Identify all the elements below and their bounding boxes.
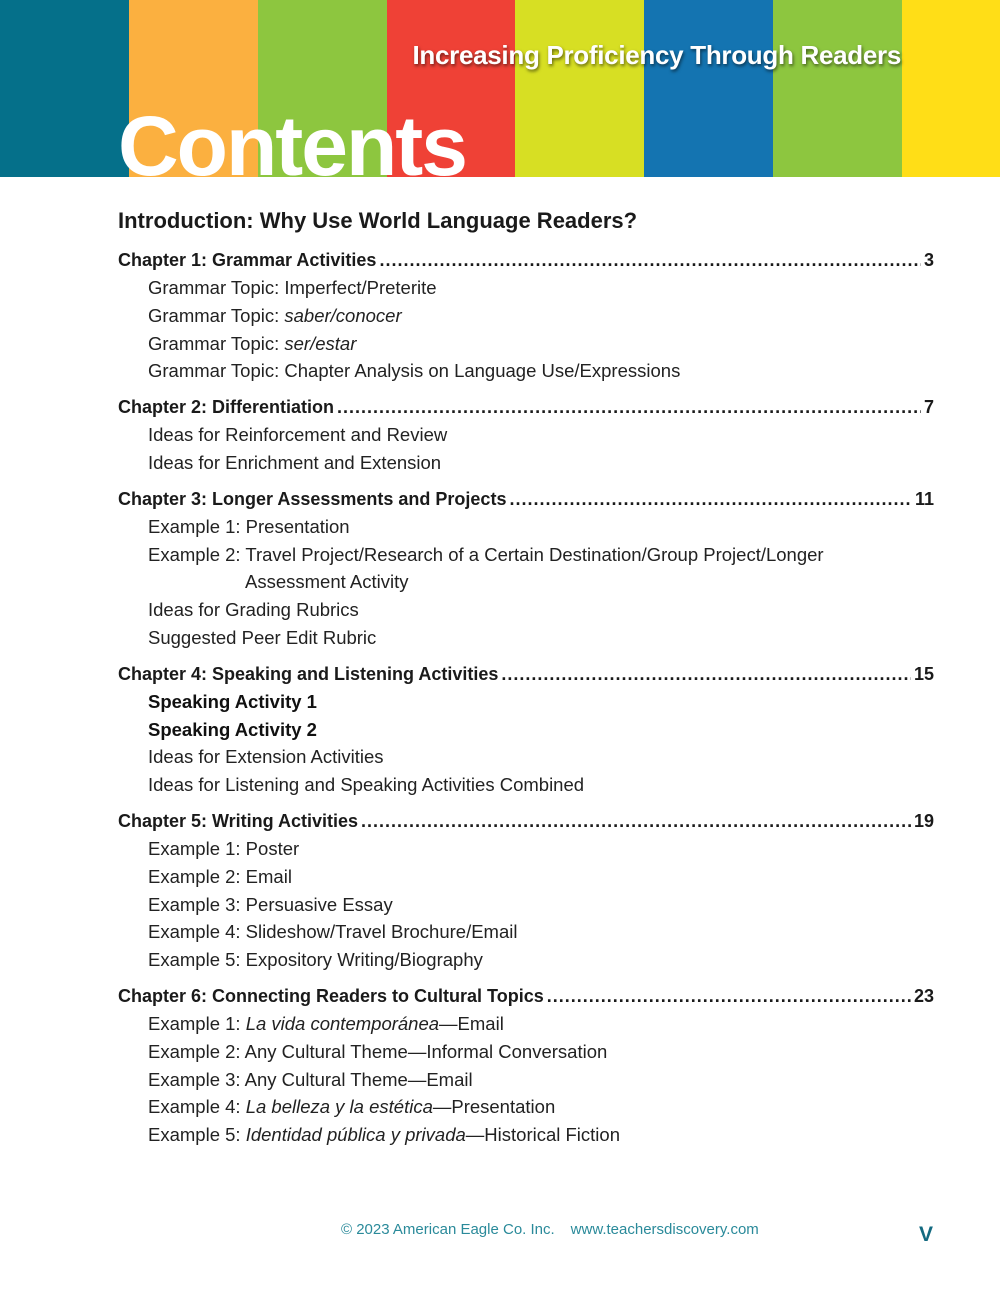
toc-chapter-entry[interactable] [118,982,934,1010]
subentry-text: Suggested Peer Edit Rubric [148,626,377,648]
toc-subentry[interactable] [118,1121,934,1149]
subentry-text: Ideas for Enrichment and Extension [148,451,442,473]
toc-subentry[interactable] [118,449,934,477]
subentry-text: Example 5: [148,1124,246,1146]
website-link[interactable]: www.teachersdiscovery.com [570,1221,759,1238]
chapter-title: Chapter 3: Longer Assessments and Projects [118,488,507,509]
toc-chapter-group [118,660,934,799]
chapter-page-number: 7 [923,397,934,418]
page-title: Contents [118,99,466,177]
subentry-text: Grammar Topic: Chapter Analysis on Language Use/Expressions [148,360,681,382]
subentry-text: —Email [439,1012,504,1034]
toc-chapter-group [118,807,934,974]
subentry-text: Example 2: Travel Project/Research of a Certain Destination/Group Project/Longer [148,543,824,565]
table-of-contents [118,208,934,1157]
subentry-text: Grammar Topic: [148,332,285,354]
toc-subentry[interactable] [118,743,934,771]
toc-subentry[interactable] [118,541,934,569]
toc-chapter-entry[interactable] [118,485,934,513]
subentry-text: Identidad pública y privada [245,1124,466,1146]
dot-leader [547,982,911,1010]
subentry-text: Assessment Activity [245,571,409,593]
toc-subentry[interactable] [118,624,934,652]
dot-leader [361,807,911,835]
color-stripe [773,0,902,177]
toc-chapter-entry[interactable] [118,660,934,688]
toc-subentry[interactable] [118,1010,934,1038]
subentry-text: saber/conocer [284,304,402,326]
toc-subentry[interactable] [118,891,934,919]
toc-subentry[interactable] [118,716,934,744]
toc-subentry[interactable] [118,274,934,302]
chapter-page-number: 15 [913,663,934,684]
toc-subentry[interactable] [118,568,934,596]
toc-chapter-entry[interactable] [118,246,934,274]
color-stripe [0,0,129,177]
chapter-title: Chapter 2: Differentiation [118,397,335,418]
footer [341,1221,759,1238]
subentry-text: ser/estar [284,332,357,354]
color-stripe [902,0,1000,177]
copyright: © 2023 American Eagle Co. Inc. [341,1221,555,1238]
chapter-title: Chapter 1: Grammar Activities [118,250,377,270]
subentry-text: Example 4: [148,1096,246,1118]
subentry-text: Ideas for Listening and Speaking Activities Combined [148,774,585,796]
chapter-title: Chapter 6: Connecting Readers to Cultural Topics [118,985,544,1006]
chapter-page-number: 19 [913,810,934,831]
toc-subentry[interactable] [118,1066,934,1094]
subentry-text: Example 1: Presentation [148,515,350,537]
subentry-text: Ideas for Grading Rubrics [148,599,359,621]
header-banner [0,0,1000,177]
toc-subentry[interactable] [118,421,934,449]
toc-subentry[interactable] [118,771,934,799]
dot-leader [501,660,911,688]
subentry-text: Example 4: Slideshow/Travel Brochure/Email [148,921,518,943]
subentry-text: Grammar Topic: [148,304,285,326]
subentry-text: Ideas for Reinforcement and Review [148,424,448,446]
subentry-text: Ideas for Extension Activities [148,746,384,768]
dot-leader [509,485,912,513]
toc-subentry[interactable] [118,357,934,385]
toc-subentry[interactable] [118,596,934,624]
subentry-text: Grammar Topic: Imperfect/Preterite [148,277,437,298]
subentry-text: Example 1: Poster [148,837,300,859]
chapter-page-number: 3 [923,250,934,270]
toc-subentry[interactable] [118,1038,934,1066]
subentry-text: Example 1: [148,1012,246,1034]
toc-subentry[interactable] [118,330,934,358]
color-stripe [644,0,773,177]
chapter-title: Chapter 4: Speaking and Listening Activities [118,663,499,684]
subentry-text: Example 3: Any Cultural Theme—Email [148,1068,473,1090]
toc-subentry[interactable] [118,946,934,974]
toc-subentry[interactable] [118,918,934,946]
toc-chapter-entry[interactable] [118,807,934,835]
toc-chapter-group [118,485,934,652]
subentry-text: La vida contemporánea [245,1012,440,1034]
chapter-page-number: 11 [914,488,934,509]
subentry-text: La belleza y la estética [245,1096,433,1118]
toc-subentry[interactable] [118,513,934,541]
dot-leader [379,246,921,274]
toc-chapter-group [118,393,934,477]
subentry-text: Example 2: Email [148,865,292,887]
subentry-text: —Presentation [432,1096,556,1118]
chapter-title: Chapter 5: Writing Activities [118,810,359,831]
page-number: V [919,1223,934,1246]
toc-subentry[interactable] [118,302,934,330]
toc-subentry[interactable] [118,835,934,863]
subentry-text: Speaking Activity 2 [148,718,317,740]
toc-subentry[interactable] [118,1093,934,1121]
toc-chapter-group [118,246,934,385]
toc-chapter-entry[interactable] [118,393,934,421]
subentry-text: —Historical Fiction [465,1124,620,1146]
color-stripe [515,0,644,177]
toc-introduction[interactable]: Introduction: Why Use World Language Readers? [118,208,638,233]
subentry-text: Example 2: Any Cultural Theme—Informal Conversation [148,1040,608,1062]
subentry-text: Speaking Activity 1 [148,690,317,712]
toc-subentry[interactable] [118,863,934,891]
toc-chapter-group [118,982,934,1149]
chapter-page-number: 23 [913,985,934,1006]
dot-leader [337,393,921,421]
series-title: Increasing Proficiency Through Readers [412,40,901,70]
subentry-text: Example 3: Persuasive Essay [148,893,393,915]
subentry-text: Example 5: Expository Writing/Biography [148,949,483,971]
toc-subentry[interactable] [118,688,934,716]
